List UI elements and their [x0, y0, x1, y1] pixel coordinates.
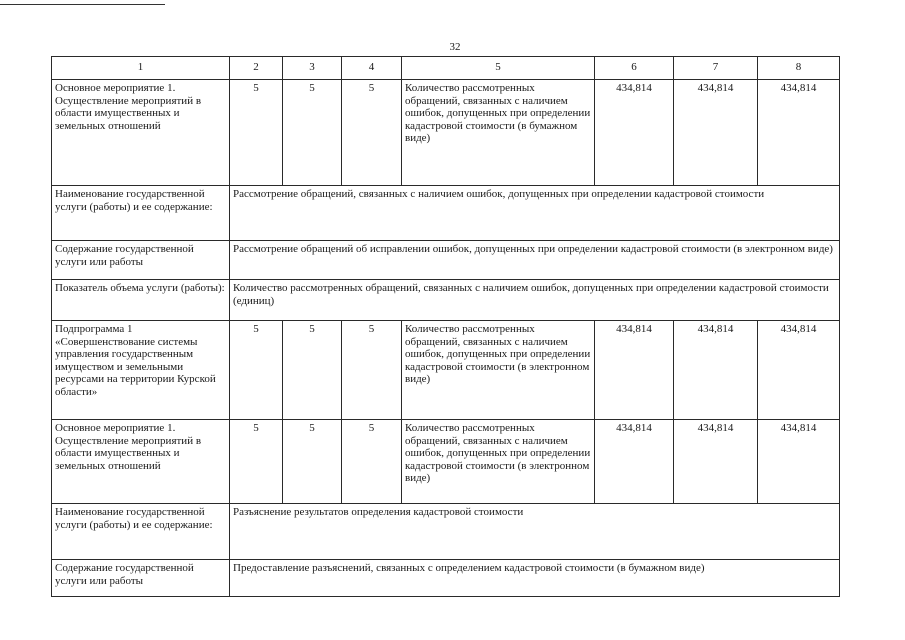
value-cell: 5 [342, 321, 402, 420]
row-content-cell: Рассмотрение обращений об исправлении ошибок, допущенных при определении кадастровой стоимости (в электронном виде) [230, 241, 840, 280]
amount-cell: 434,814 [758, 420, 840, 504]
subprogram-name-cell: Подпрограмма 1 «Совершенствование системы управления государственным имуществом и земельными ресурсами на территории Курской области» [52, 321, 230, 420]
activity-name-cell: Основное мероприятие 1. Осуществление мероприятий в области имущественных и земельных отношений [52, 80, 230, 186]
table-row [52, 420, 840, 504]
table-row [52, 80, 840, 186]
column-header: 8 [758, 57, 840, 80]
table-row [52, 560, 840, 597]
page-number: 32 [449, 41, 461, 53]
row-content-cell: Рассмотрение обращений, связанных с наличием ошибок, допущенных при определении кадастровой стоимости [230, 186, 840, 241]
top-divider-line [0, 4, 165, 5]
row-label-cell: Показатель объема услуги (работы): [52, 280, 230, 321]
activity-name-cell: Основное мероприятие 1. Осуществление мероприятий в области имущественных и земельных отношений [52, 420, 230, 504]
value-cell: 5 [283, 80, 342, 186]
column-header: 1 [52, 57, 230, 80]
row-content-cell: Количество рассмотренных обращений, связанных с наличием ошибок, допущенных при определении кадастровой стоимости (единиц) [230, 280, 840, 321]
indicator-cell: Количество рассмотренных обращений, связанных с наличием ошибок, допущенных при определении кадастровой стоимости (в электронном виде) [402, 321, 595, 420]
column-header: 7 [674, 57, 758, 80]
column-header: 6 [595, 57, 674, 80]
row-label-cell: Содержание государственной услуги или работы [52, 241, 230, 280]
column-header: 2 [230, 57, 283, 80]
row-label-cell: Наименование государственной услуги (работы) и ее содержание: [52, 186, 230, 241]
amount-cell: 434,814 [758, 321, 840, 420]
column-header: 5 [402, 57, 595, 80]
amount-cell: 434,814 [758, 80, 840, 186]
column-header: 3 [283, 57, 342, 80]
indicator-cell: Количество рассмотренных обращений, связанных с наличием ошибок, допущенных при определении кадастровой стоимости (в бумажном виде) [402, 80, 595, 186]
table-row [52, 280, 840, 321]
row-content-cell: Разъяснение результатов определения кадастровой стоимости [230, 504, 840, 560]
program-table [51, 56, 840, 597]
table-header-row [52, 57, 840, 80]
row-label-cell: Содержание государственной услуги или работы [52, 560, 230, 597]
amount-cell: 434,814 [674, 420, 758, 504]
value-cell: 5 [342, 420, 402, 504]
column-header: 4 [342, 57, 402, 80]
amount-cell: 434,814 [595, 321, 674, 420]
amount-cell: 434,814 [674, 80, 758, 186]
table-row [52, 241, 840, 280]
value-cell: 5 [230, 80, 283, 186]
table-row [52, 504, 840, 560]
value-cell: 5 [283, 420, 342, 504]
amount-cell: 434,814 [674, 321, 758, 420]
indicator-cell: Количество рассмотренных обращений, связанных с наличием ошибок, допущенных при определении кадастровой стоимости (в электронном виде) [402, 420, 595, 504]
value-cell: 5 [342, 80, 402, 186]
amount-cell: 434,814 [595, 80, 674, 186]
table-row [52, 186, 840, 241]
row-label-cell: Наименование государственной услуги (работы) и ее содержание: [52, 504, 230, 560]
table-row [52, 321, 840, 420]
amount-cell: 434,814 [595, 420, 674, 504]
value-cell: 5 [230, 420, 283, 504]
row-content-cell: Предоставление разъяснений, связанных с определением кадастровой стоимости (в бумажном виде) [230, 560, 840, 597]
value-cell: 5 [230, 321, 283, 420]
value-cell: 5 [283, 321, 342, 420]
